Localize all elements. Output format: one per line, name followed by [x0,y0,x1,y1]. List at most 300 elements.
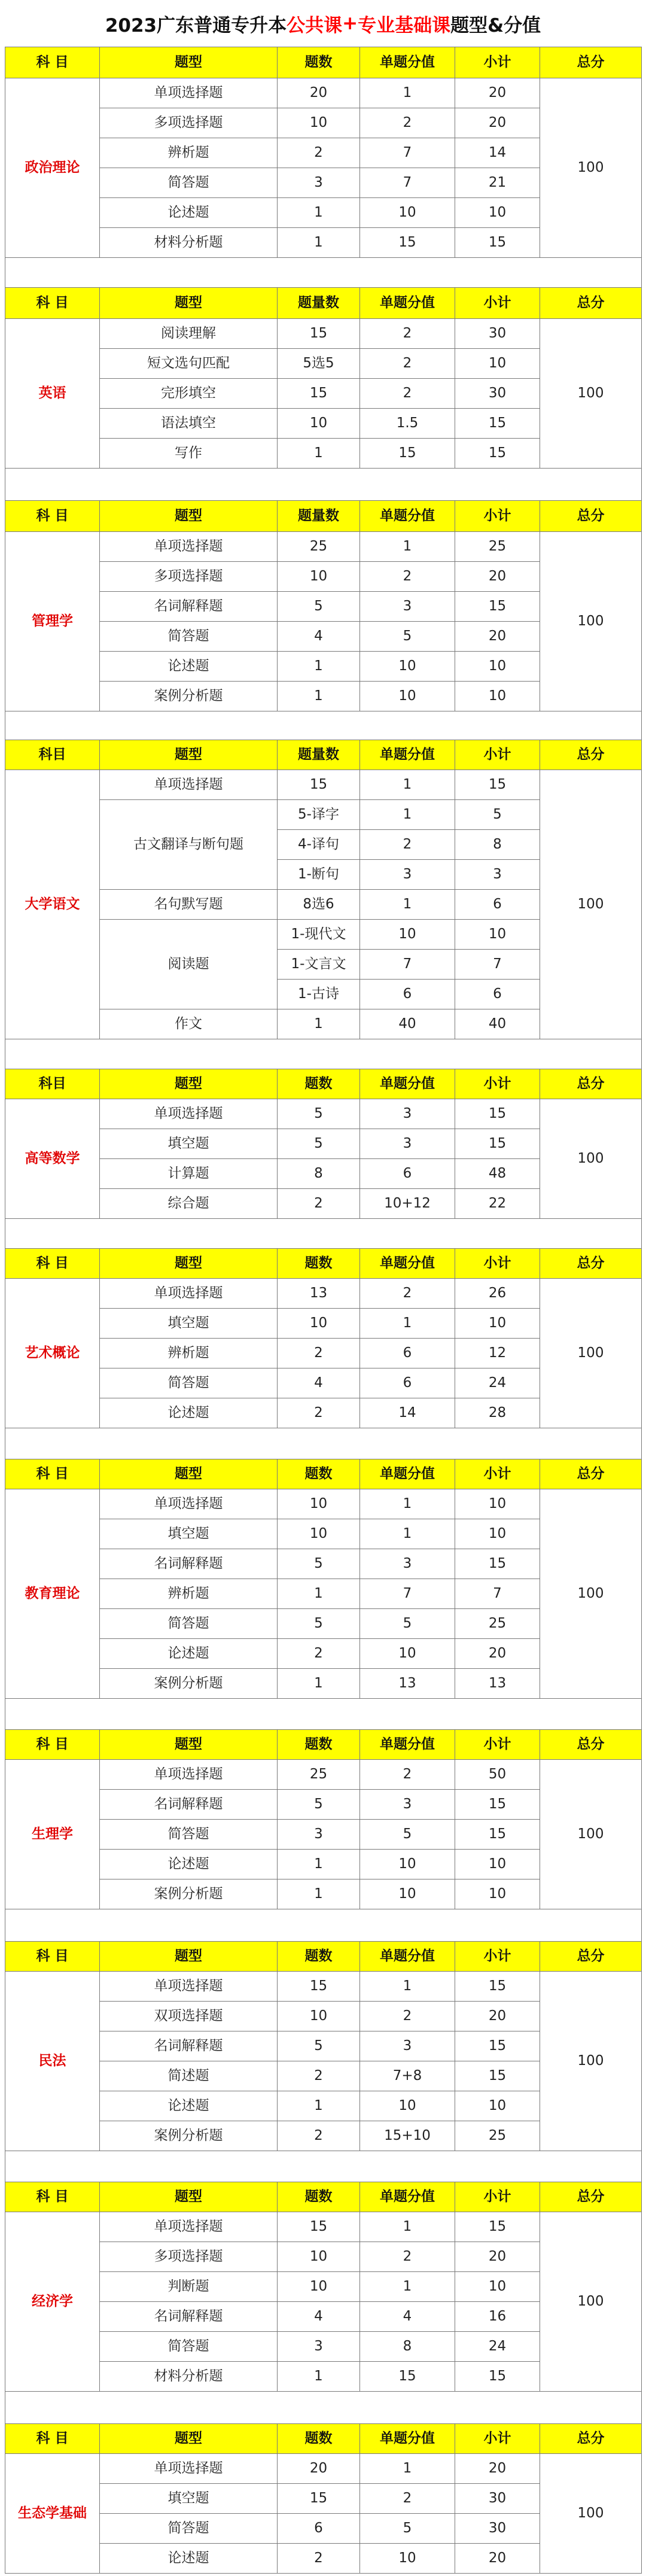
subtotal: 6 [455,890,540,920]
question-count: 1 [278,1009,360,1039]
spacer-row [5,258,642,290]
table-header-row [5,2424,642,2454]
total-score: 100 [540,78,642,258]
question-type: 单项选择题 [100,2454,278,2484]
type-header: 题型 [100,2182,278,2212]
question-count: 10 [278,2002,360,2031]
question-count: 3 [278,168,360,198]
question-count: 15 [278,379,360,409]
subject-header: 科 目 [5,288,100,319]
subtotal: 10 [455,2091,540,2121]
question-type: 填空题 [100,1519,278,1549]
total-header: 总分 [540,1459,642,1489]
per-question-score: 7 [360,138,455,168]
spacer-cell [5,1428,642,1462]
table-row [5,319,642,349]
per-question-score: 3 [360,860,455,890]
score-table [5,47,642,290]
question-count: 5 [278,1129,360,1159]
per-question-score: 10+12 [360,1189,455,1219]
title-basic-course: 专业基础课 [358,14,451,37]
table-row [5,1099,642,1129]
subtotal: 13 [455,1669,540,1699]
question-type: 单项选择题 [100,78,278,108]
subtotal: 15 [455,1820,540,1850]
question-type: 短文选句匹配 [100,349,278,379]
title-public-course: 公共课 [287,14,343,37]
subtotal: 15 [455,770,540,800]
subtotal-header: 小计 [455,47,540,78]
spacer-row [5,1039,642,1070]
question-type: 案例分析题 [100,2121,278,2151]
question-count: 10 [278,1519,360,1549]
question-type: 单项选择题 [100,770,278,800]
subject-header: 科 目 [5,1942,100,1972]
subtotal: 15 [455,409,540,439]
score-table [5,2423,642,2574]
per-question-score: 13 [360,1669,455,1699]
subject-name: 生态学基础 [5,2454,100,2574]
per-question-score: 5 [360,2514,455,2544]
question-count: 20 [278,2454,360,2484]
subtotal-header: 小计 [455,1459,540,1489]
total-header: 总分 [540,740,642,770]
question-type: 名词解释题 [100,2031,278,2061]
question-type: 辨析题 [100,1339,278,1368]
subtotal: 25 [455,2121,540,2151]
question-count: 5 [278,2031,360,2061]
subject-name: 英语 [5,319,100,469]
subtotal: 10 [455,1309,540,1339]
subject-header: 科 目 [5,1730,100,1760]
subject-header: 科 目 [5,2424,100,2454]
table-row [5,78,642,108]
per-question-score: 14 [360,1398,455,1428]
spacer-cell [5,1039,642,1070]
table-row [5,2454,642,2484]
question-type: 案例分析题 [100,682,278,711]
subtotal: 10 [455,1489,540,1519]
per-question-score: 4 [360,2302,455,2332]
subtotal: 22 [455,1189,540,1219]
per-question-score: 15 [360,439,455,469]
subtotal: 15 [455,592,540,622]
question-count: 5-译字 [278,800,360,830]
question-count: 10 [278,108,360,138]
subtotal: 15 [455,1129,540,1159]
per-score-header: 单题分值 [360,288,455,319]
subtotal: 7 [455,950,540,980]
subtotal: 20 [455,622,540,652]
subtotal: 5 [455,800,540,830]
question-count: 5 [278,1099,360,1129]
question-count: 10 [278,2272,360,2302]
subtotal: 3 [455,860,540,890]
per-question-score: 1 [360,800,455,830]
score-table [5,1941,642,2185]
question-group: 阅读题 [100,920,278,1009]
count-header: 题数 [278,1249,360,1279]
total-score: 100 [540,1279,642,1428]
question-type: 完形填空 [100,379,278,409]
question-type: 多项选择题 [100,562,278,592]
subtotal: 10 [455,1850,540,1879]
subtotal-header: 小计 [455,740,540,770]
question-count: 5 [278,1549,360,1579]
subtotal: 10 [455,1519,540,1549]
table-header-row [5,1459,642,1489]
score-table [5,1248,642,1462]
per-question-score: 7 [360,1579,455,1609]
per-question-score: 2 [360,1760,455,1790]
question-count: 6 [278,2514,360,2544]
question-type: 论述题 [100,1850,278,1879]
question-count: 3 [278,1820,360,1850]
question-count: 1 [278,2362,360,2392]
subtotal: 15 [455,2212,540,2242]
subject-name: 管理学 [5,532,100,711]
subtotal: 10 [455,1879,540,1909]
table-row [5,2212,642,2242]
question-count: 15 [278,770,360,800]
subtotal: 40 [455,1009,540,1039]
question-count: 2 [278,2121,360,2151]
question-count: 8 [278,1159,360,1189]
question-count: 5 [278,1790,360,1820]
spacer-row [5,1909,642,1943]
question-count: 10 [278,409,360,439]
total-score: 100 [540,532,642,711]
page-title [5,6,641,41]
subtotal: 20 [455,562,540,592]
question-count: 2 [278,138,360,168]
type-header: 题型 [100,1459,278,1489]
question-type: 判断题 [100,2272,278,2302]
spacer-row [5,2151,642,2185]
question-type: 多项选择题 [100,108,278,138]
subtotal: 10 [455,2272,540,2302]
per-question-score: 3 [360,2031,455,2061]
question-count: 2 [278,1339,360,1368]
question-count: 1 [278,1850,360,1879]
question-type: 填空题 [100,1309,278,1339]
question-count: 8选6 [278,890,360,920]
per-question-score: 10 [360,1879,455,1909]
question-type: 阅读理解 [100,319,278,349]
subject-header: 科 目 [5,1459,100,1489]
per-score-header: 单题分值 [360,2182,455,2212]
table-header-row [5,1249,642,1279]
subtotal: 15 [455,1099,540,1129]
question-count: 5 [278,1609,360,1639]
subtotal: 15 [455,228,540,258]
question-count: 1 [278,228,360,258]
total-header: 总分 [540,1730,642,1760]
per-question-score: 1 [360,532,455,562]
per-question-score: 1 [360,78,455,108]
per-question-score: 2 [360,349,455,379]
per-score-header: 单题分值 [360,1942,455,1972]
spacer-row [5,1219,642,1251]
subtotal: 15 [455,1549,540,1579]
subject-name: 大学语文 [5,770,100,1039]
total-header: 总分 [540,1942,642,1972]
question-type: 单项选择题 [100,1099,278,1129]
table-header-row [5,1942,642,1972]
per-question-score: 6 [360,1339,455,1368]
per-question-score: 2 [360,108,455,138]
table-row [5,1279,642,1309]
question-type: 语法填空 [100,409,278,439]
spacer-cell [5,711,642,743]
per-question-score: 40 [360,1009,455,1039]
total-score: 100 [540,1489,642,1699]
question-type: 单项选择题 [100,1760,278,1790]
subtotal: 10 [455,198,540,228]
type-header: 题型 [100,1730,278,1760]
question-type: 论述题 [100,652,278,682]
score-table [5,500,642,743]
spacer-row [5,469,642,501]
per-score-header: 单题分值 [360,1249,455,1279]
subtotal-header: 小计 [455,1249,540,1279]
question-count: 5 [278,592,360,622]
subtotal-header: 小计 [455,2424,540,2454]
total-header: 总分 [540,1069,642,1099]
per-question-score: 6 [360,1368,455,1398]
question-count: 10 [278,2242,360,2272]
subtotal: 10 [455,920,540,950]
question-count: 15 [278,2484,360,2514]
per-question-score: 2 [360,379,455,409]
total-score: 100 [540,2454,642,2574]
question-type: 辨析题 [100,1579,278,1609]
table-row [5,1972,642,2002]
per-question-score: 2 [360,2242,455,2272]
per-question-score: 10 [360,198,455,228]
per-question-score: 3 [360,1549,455,1579]
subtotal: 10 [455,682,540,711]
per-question-score: 1 [360,2454,455,2484]
per-question-score: 15+10 [360,2121,455,2151]
question-type: 简答题 [100,622,278,652]
question-type: 简答题 [100,2332,278,2362]
per-question-score: 2 [360,1279,455,1309]
type-header: 题型 [100,2424,278,2454]
per-score-header: 单题分值 [360,2424,455,2454]
per-question-score: 1 [360,770,455,800]
question-type: 材料分析题 [100,228,278,258]
subtotal: 30 [455,2484,540,2514]
spacer-row [5,711,642,743]
subtotal: 24 [455,1368,540,1398]
per-question-score: 10 [360,1850,455,1879]
type-header: 题型 [100,288,278,319]
question-count: 1 [278,198,360,228]
type-header: 题型 [100,501,278,532]
spacer-cell [5,258,642,290]
subtotal: 14 [455,138,540,168]
question-count: 3 [278,2332,360,2362]
subtotal: 26 [455,1279,540,1309]
question-type: 单项选择题 [100,1279,278,1309]
subtotal: 15 [455,2031,540,2061]
question-count: 15 [278,2212,360,2242]
count-header: 题量数 [278,740,360,770]
question-count: 25 [278,532,360,562]
spacer-cell [5,1219,642,1251]
question-type: 写作 [100,439,278,469]
subject-name: 艺术概论 [5,1279,100,1428]
per-question-score: 7 [360,950,455,980]
question-type: 简答题 [100,168,278,198]
count-header: 题数 [278,1942,360,1972]
subtotal: 25 [455,1609,540,1639]
per-score-header: 单题分值 [360,1730,455,1760]
subtotal-header: 小计 [455,288,540,319]
question-count: 20 [278,78,360,108]
question-count: 1 [278,1579,360,1609]
table-row [5,1760,642,1790]
question-count: 2 [278,2544,360,2574]
title-plus: + [342,13,358,34]
question-type: 论述题 [100,198,278,228]
question-count: 25 [278,1760,360,1790]
question-type: 单项选择题 [100,1972,278,2002]
total-score: 100 [540,1972,642,2151]
subtotal: 15 [455,439,540,469]
question-type: 名词解释题 [100,1790,278,1820]
score-table [5,287,642,501]
question-type: 多项选择题 [100,2242,278,2272]
question-count: 10 [278,562,360,592]
total-header: 总分 [540,2424,642,2454]
question-count: 2 [278,2061,360,2091]
table-header-row [5,1730,642,1760]
question-type: 单项选择题 [100,1489,278,1519]
per-question-score: 10 [360,920,455,950]
per-question-score: 10 [360,2544,455,2574]
subject-header: 科目 [5,1069,100,1099]
score-table [5,740,642,1070]
table-header-row [5,740,642,770]
spacer-cell [5,469,642,501]
total-header: 总分 [540,47,642,78]
per-question-score: 3 [360,1129,455,1159]
total-header: 总分 [540,288,642,319]
count-header: 题数 [278,47,360,78]
per-question-score: 1 [360,1519,455,1549]
title-suffix: 题型&分值 [450,14,541,37]
total-score: 100 [540,2212,642,2392]
question-type: 简答题 [100,1820,278,1850]
per-score-header: 单题分值 [360,501,455,532]
per-question-score: 6 [360,980,455,1009]
table-header-row [5,501,642,532]
per-score-header: 单题分值 [360,1459,455,1489]
question-count: 4 [278,1368,360,1398]
per-question-score: 2 [360,2484,455,2514]
per-question-score: 5 [360,622,455,652]
subtotal: 8 [455,830,540,860]
question-count: 4 [278,2302,360,2332]
count-header: 题量数 [278,501,360,532]
score-table [5,2182,642,2425]
per-question-score: 1 [360,1972,455,2002]
total-score: 100 [540,1760,642,1909]
per-question-score: 2 [360,830,455,860]
question-count: 10 [278,1309,360,1339]
question-type: 材料分析题 [100,2362,278,2392]
per-question-score: 5 [360,1820,455,1850]
spacer-cell [5,2392,642,2425]
question-type: 作文 [100,1009,278,1039]
per-question-score: 6 [360,1159,455,1189]
question-type: 案例分析题 [100,1669,278,1699]
question-count: 4-译句 [278,830,360,860]
spacer-cell [5,1699,642,1732]
question-count: 15 [278,1972,360,2002]
count-header: 题数 [278,2182,360,2212]
question-count: 1 [278,2091,360,2121]
question-type: 计算题 [100,1159,278,1189]
per-score-header: 单题分值 [360,740,455,770]
subtotal: 16 [455,2302,540,2332]
subtotal: 7 [455,1579,540,1609]
question-count: 1 [278,682,360,711]
per-question-score: 7+8 [360,2061,455,2091]
per-question-score: 3 [360,1099,455,1129]
subtotal: 30 [455,379,540,409]
subtotal-header: 小计 [455,2182,540,2212]
per-question-score: 1 [360,1309,455,1339]
per-question-score: 1 [360,890,455,920]
per-question-score: 10 [360,682,455,711]
type-header: 题型 [100,740,278,770]
subtotal: 48 [455,1159,540,1189]
question-type: 单项选择题 [100,532,278,562]
question-count: 10 [278,1489,360,1519]
score-table [5,1069,642,1251]
question-type: 名句默写题 [100,890,278,920]
question-type: 论述题 [100,2091,278,2121]
spacer-row [5,1428,642,1462]
total-score: 100 [540,1099,642,1219]
per-question-score: 1.5 [360,409,455,439]
subject-name: 生理学 [5,1760,100,1909]
subtotal: 12 [455,1339,540,1368]
question-count: 1 [278,1669,360,1699]
question-type: 双项选择题 [100,2002,278,2031]
count-header: 题数 [278,2424,360,2454]
subtotal: 15 [455,1972,540,2002]
question-count: 1 [278,652,360,682]
subtotal: 30 [455,319,540,349]
per-question-score: 1 [360,2272,455,2302]
per-question-score: 10 [360,652,455,682]
per-question-score: 8 [360,2332,455,2362]
question-count: 1-文言文 [278,950,360,980]
question-count: 2 [278,1398,360,1428]
score-table [5,1729,642,1943]
question-count: 4 [278,622,360,652]
table-header-row [5,2182,642,2212]
question-count: 1 [278,1879,360,1909]
subject-name: 高等数学 [5,1099,100,1219]
per-score-header: 单题分值 [360,1069,455,1099]
subtotal: 50 [455,1760,540,1790]
per-question-score: 15 [360,2362,455,2392]
